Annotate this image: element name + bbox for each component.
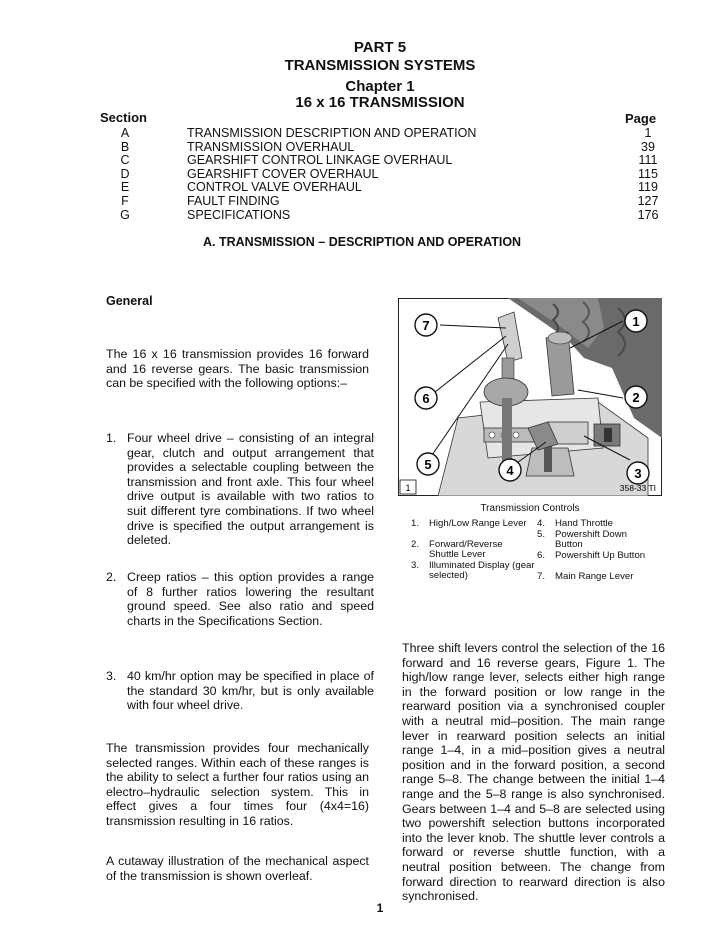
shift-levers-paragraph: Three shift levers control the selection of the 16 forward and 16 reverse gears, Figure 1. The high/low range lever, selects either high range in the forward position or low range in the rearward position via a synchronised coupler with a neutral mid–position. The main range lever in rearward position selects an initial range 1–4, in a mid–position gives a neutral position and in the forward position, a second range 5–8. The change between the initial 1–4 range and the 5–8 range is also synchronised. Gears between 1–4 and 5–8 are selected using two powershift selection buttons incorporated into the lever knob. The shuttle lever controls a forward or reverse shuttle function, with a neutral position between. The change from forward direction to rearward direction is also synchronised.: [402, 641, 665, 904]
toc-page: 127: [637, 194, 659, 208]
section-heading: A. TRANSMISSION – DESCRIPTION AND OPERATION: [203, 235, 522, 249]
toc-section-label: Section: [100, 110, 147, 125]
intro-paragraph: The 16 x 16 transmission provides 16 forward and 16 reverse gears. The basic transmission can be specified with the following options:–: [106, 347, 369, 391]
legend-item: [411, 519, 535, 540]
callout-3-label: 3: [634, 466, 642, 481]
toc-row: [0, 180, 717, 194]
table-of-contents: [0, 126, 717, 226]
ranges-paragraph: The transmission provides four mechanically selected ranges. Within each of these ranges is the ability to select a further four ratios using an electro–hydraulic selection system. This in effect gives a four times four (4x4=16) transmission resulting in 16 ratios.: [106, 741, 369, 828]
toc-letter: G: [120, 207, 130, 222]
chapter-title: 16 x 16 TRANSMISSION: [295, 94, 465, 111]
toc-page: 119: [638, 180, 658, 195]
toc-page: 111: [638, 153, 658, 168]
toc-letter: C: [120, 153, 130, 168]
toc-title: TRANSMISSION OVERHAUL: [187, 139, 355, 154]
toc-row: [0, 126, 717, 140]
figure-legend-right: [537, 519, 667, 582]
figure-legend-left: [411, 519, 535, 582]
toc-page: 39: [641, 139, 655, 154]
callout-2: [625, 386, 647, 408]
callout-2-label: 2: [632, 390, 640, 405]
figure-caption: Transmission Controls: [480, 503, 580, 514]
toc-letter: E: [120, 180, 130, 195]
toc-row: [0, 208, 717, 222]
callout-5-label: 5: [424, 457, 432, 472]
callout-7: [415, 314, 437, 336]
list-item: [106, 431, 376, 551]
toc-title: GEARSHIFT COVER OVERHAUL: [187, 166, 379, 181]
toc-letter: D: [120, 166, 130, 181]
toc-title: CONTROL VALVE OVERHAUL: [187, 180, 362, 195]
legend-text: Main Range Lever: [555, 570, 634, 582]
legend-item: [537, 519, 667, 530]
list-item-text: 40 km/hr option may be specified in place of the standard 30 km/hr, but is only available with four wheel drive.: [127, 669, 374, 713]
toc-letter: B: [120, 139, 130, 154]
toc-row: [0, 153, 717, 167]
figure-ref: 358-33 TI: [619, 483, 656, 493]
toc-title: GEARSHIFT CONTROL LINKAGE OVERHAUL: [187, 153, 453, 168]
legend-text: Powershift Up Button: [555, 549, 646, 561]
toc-page: 1: [644, 126, 652, 140]
toc-title: TRANSMISSION DESCRIPTION AND OPERATION: [187, 126, 477, 140]
legend-item: [537, 572, 667, 583]
legend-text: Forward/Reverse Shuttle Lever: [429, 539, 503, 561]
legend-text: High/Low Range Lever: [429, 518, 527, 529]
toc-row: [0, 194, 717, 208]
legend-num: 2.: [411, 539, 420, 550]
toc-letter: A: [120, 126, 130, 140]
toc-row: [0, 167, 717, 181]
toc-page: 176: [637, 207, 659, 222]
toc-letter: F: [121, 194, 129, 208]
legend-num: 3.: [411, 560, 420, 571]
legend-text: Powershift Down Button: [555, 528, 627, 550]
general-heading: General: [106, 294, 153, 308]
list-item-number: 2.: [106, 570, 117, 584]
legend-num: 7.: [537, 570, 546, 582]
legend-num: 1.: [411, 518, 420, 529]
legend-item: [537, 551, 667, 572]
toc-page-label: Page: [625, 111, 657, 126]
toc-title: FAULT FINDING: [187, 194, 280, 208]
figure-number: 1: [405, 483, 411, 493]
list-item-number: 3.: [106, 669, 117, 683]
legend-num: 5.: [537, 528, 546, 540]
legend-item: [411, 561, 535, 582]
part-number: PART 5: [353, 39, 407, 56]
list-item-text: Four wheel drive – consisting of an integral gear, clutch and output arrangement that provides a selectable coupling between the transmission and front axle. This four wheel drive output is available with two ratios to suit different tyre combinations. If two wheel drive is specified the output arrangement is deleted.: [127, 431, 374, 548]
list-item: [106, 570, 376, 640]
callout-6-label: 6: [422, 391, 430, 406]
callout-5: [417, 453, 439, 475]
page-number: 1: [376, 901, 384, 915]
chapter-number: Chapter 1: [345, 78, 415, 95]
legend-num: 4.: [537, 518, 546, 529]
callout-4: [499, 459, 521, 481]
legend-item: [537, 530, 667, 551]
callout-1: [625, 310, 647, 332]
callout-6: [415, 387, 437, 409]
callout-4-label: 4: [506, 463, 514, 478]
callout-7-label: 7: [422, 318, 430, 333]
legend-text: Illuminated Display (gear selected): [429, 560, 535, 582]
list-item-number: 1.: [106, 431, 117, 445]
list-item: [106, 669, 376, 719]
cutaway-paragraph: A cutaway illustration of the mechanical aspect of the transmission is shown overleaf.: [106, 854, 369, 883]
callout-3: [627, 462, 649, 484]
part-title: TRANSMISSION SYSTEMS: [284, 57, 476, 74]
list-item-text: Creep ratios – this option provides a range of 8 further ratios lowering the resultant ground speed. See also ratio and speed charts in the Specifications Section.: [127, 570, 374, 628]
legend-item: [411, 540, 535, 561]
legend-num: 6.: [537, 549, 546, 561]
toc-row: [0, 140, 717, 154]
callout-1-label: 1: [632, 314, 640, 329]
transmission-controls-illustration: [398, 298, 662, 496]
toc-page: 115: [638, 166, 658, 181]
toc-title: SPECIFICATIONS: [187, 207, 291, 222]
transmission-controls-figure: [398, 298, 662, 496]
legend-text: Hand Throttle: [555, 518, 613, 529]
